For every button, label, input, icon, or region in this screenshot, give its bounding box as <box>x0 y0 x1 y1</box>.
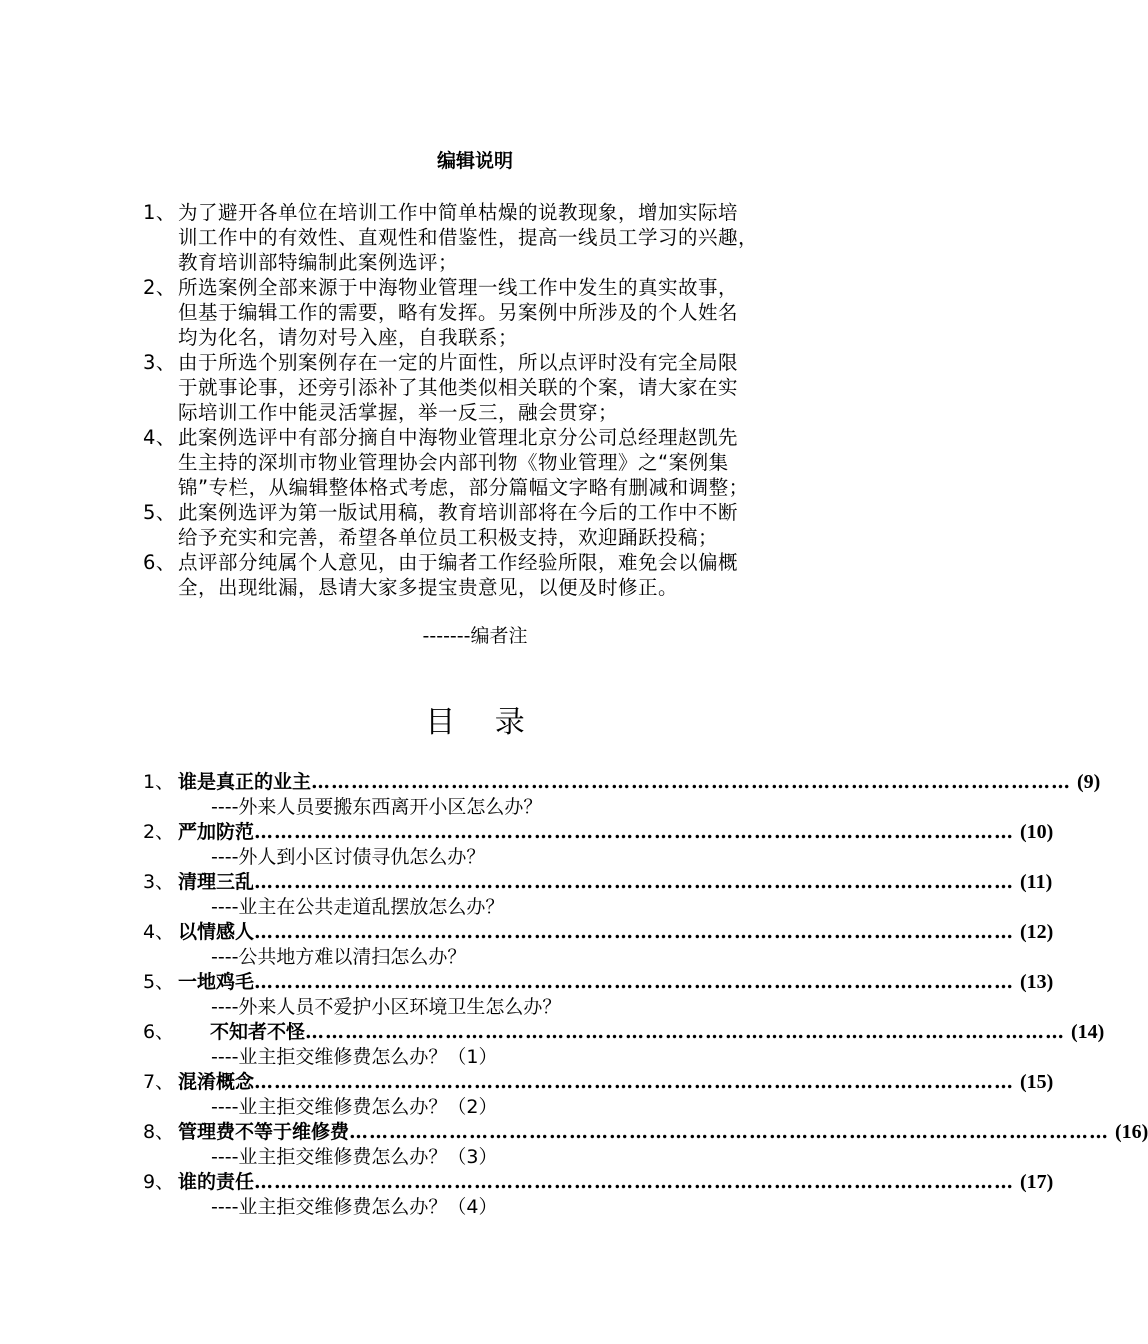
note-number: 5、 <box>143 501 176 524</box>
toc-entry[interactable] <box>143 1170 1054 1195</box>
toc-entry-subtitle: ----业主拒交维修费怎么办？（1） <box>211 1046 498 1068</box>
note-number: 1、 <box>143 201 176 224</box>
note-line: 给予充实和完善，希望各单位员工积极支持，欢迎踊跃投稿； <box>178 526 719 549</box>
toc-entry-page: (15) <box>1020 1071 1054 1093</box>
note-line: 为了避开各单位在培训工作中简单枯燥的说教现象，增加实际培 <box>178 201 739 224</box>
note-number: 6、 <box>143 551 176 574</box>
note-line: 此案例选评为第一版试用稿，教育培训部将在今后的工作中不断 <box>178 501 739 524</box>
note-item <box>143 275 833 350</box>
toc-entry-number: 3、 <box>143 871 175 893</box>
toc-entry-subtitle: ----业主在公共走道乱摆放怎么办？ <box>211 896 505 918</box>
toc-entry-page: (16) <box>1115 1121 1148 1143</box>
toc-entry-page: (12) <box>1020 921 1054 943</box>
toc-leader-dots: …………………………………………………………………………………………………… <box>254 1071 1015 1093</box>
toc-entry-number: 4、 <box>143 921 175 943</box>
toc-entry-title: 管理费不等于维修费 <box>178 1121 350 1143</box>
note-line: 生主持的深圳市物业管理协会内部刊物《物业管理》之“案例集 <box>178 451 729 474</box>
toc-entry[interactable] <box>143 1120 1148 1145</box>
toc-leader-dots: …………………………………………………………………………………………………… <box>254 921 1015 943</box>
toc-leader-dots: …………………………………………………………………………………………………… <box>254 871 1015 893</box>
toc-leader-dots: …………………………………………………………………………………………………… <box>311 771 1072 793</box>
note-line: 教育培训部特编制此案例选评； <box>178 251 459 274</box>
toc-entry-title: 以情感人 <box>178 921 255 943</box>
toc-entry-page: (13) <box>1020 971 1054 993</box>
toc-entry[interactable] <box>143 1070 1054 1095</box>
toc-entry-subtitle: ----外来人员不爱护小区环境卫生怎么办？ <box>211 996 562 1018</box>
toc-entry-subtitle: ----外人到小区讨债寻仇怎么办？ <box>211 846 486 868</box>
note-text <box>178 350 833 425</box>
toc-title: 目 录 <box>425 705 525 740</box>
toc-entry-number: 8、 <box>143 1121 175 1143</box>
note-line: 所选案例全部来源于中海物业管理一线工作中发生的真实故事， <box>178 276 739 299</box>
toc-entry-number: 5、 <box>143 971 175 993</box>
toc-entry-subtitle: ----业主拒交维修费怎么办？（3） <box>211 1146 498 1168</box>
note-line: 由于所选个别案例存在一定的片面性，所以点评时没有完全局限 <box>178 351 739 374</box>
toc-entry-page: (11) <box>1020 871 1053 893</box>
note-line: 于就事论事，还旁引添补了其他类似相关联的个案，请大家在实 <box>178 376 739 399</box>
toc-entry-title: 清理三乱 <box>178 871 255 893</box>
toc-entry[interactable] <box>143 820 1054 845</box>
toc-entry-number: 2、 <box>143 821 175 843</box>
toc-entry-title: 不知者不怪 <box>210 1021 306 1043</box>
toc-entry[interactable] <box>143 1020 1105 1045</box>
note-item <box>143 550 833 600</box>
toc-leader-dots: …………………………………………………………………………………………………… <box>254 971 1015 993</box>
note-item <box>143 425 833 500</box>
editorial-heading: 编辑说明 <box>436 150 513 172</box>
note-line: 锦”专栏，从编辑整体格式考虑，部分篇幅文字略有删减和调整； <box>178 476 749 499</box>
toc-entry[interactable] <box>143 970 1054 995</box>
note-item <box>143 200 833 275</box>
note-text <box>178 275 833 350</box>
note-line: 点评部分纯属个人意见，由于编者工作经验所限，难免会以偏概 <box>178 551 739 574</box>
note-number: 2、 <box>143 276 176 299</box>
note-text <box>178 425 833 500</box>
note-text <box>178 200 833 275</box>
toc-leader-dots: …………………………………………………………………………………………………… <box>254 821 1015 843</box>
toc-entry-title: 谁是真正的业主 <box>178 771 312 793</box>
toc-entry-subtitle: ----业主拒交维修费怎么办？（4） <box>211 1196 498 1218</box>
toc-entry-number: 7、 <box>143 1071 175 1093</box>
toc-entry-title: 一地鸡毛 <box>178 971 255 993</box>
note-line: 全，出现纰漏，恳请大家多提宝贵意见，以便及时修正。 <box>178 576 679 599</box>
toc-entry-title: 严加防范 <box>178 821 255 843</box>
toc-entry-title: 混淆概念 <box>178 1071 255 1093</box>
toc-entry-subtitle: ----公共地方难以清扫怎么办？ <box>211 946 467 968</box>
toc-entry-title: 谁的责任 <box>178 1171 255 1193</box>
toc-entry-page: (17) <box>1020 1171 1054 1193</box>
toc-entry-number: 1、 <box>143 771 175 793</box>
toc-entry[interactable] <box>143 870 1053 895</box>
note-text <box>178 500 833 550</box>
toc-entry-subtitle: ----业主拒交维修费怎么办？（2） <box>211 1096 498 1118</box>
note-number: 3、 <box>143 351 176 374</box>
toc-leader-dots: …………………………………………………………………………………………………… <box>305 1021 1066 1043</box>
note-line: 训工作中的有效性、直观性和借鉴性，提高一线员工学习的兴趣， <box>178 226 759 249</box>
note-line: 均为化名，请勿对号入座，自我联系； <box>178 326 519 349</box>
editorial-notes <box>143 200 833 600</box>
toc-entry-number: 9、 <box>143 1171 175 1193</box>
note-line: 际培训工作中能灵活掌握，举一反三，融会贯穿； <box>178 401 619 424</box>
toc-entry[interactable] <box>143 920 1054 945</box>
note-item <box>143 500 833 550</box>
toc-entry-number: 6、 <box>143 1021 175 1043</box>
note-item <box>143 350 833 425</box>
toc-entry-page: (10) <box>1020 821 1054 843</box>
toc-entry-page: (14) <box>1071 1021 1105 1043</box>
editor-signoff: -------编者注 <box>422 625 528 647</box>
note-line: 此案例选评中有部分摘自中海物业管理北京分公司总经理赵凯先 <box>178 426 739 449</box>
table-of-contents <box>143 770 1148 1220</box>
note-text <box>178 550 833 600</box>
toc-entry[interactable] <box>143 770 1101 795</box>
toc-leader-dots: …………………………………………………………………………………………………… <box>349 1121 1110 1143</box>
toc-entry-page: (9) <box>1077 771 1101 793</box>
toc-leader-dots: …………………………………………………………………………………………………… <box>254 1171 1015 1193</box>
note-number: 4、 <box>143 426 176 449</box>
toc-entry-subtitle: ----外来人员要搬东西离开小区怎么办？ <box>211 796 543 818</box>
note-line: 但基于编辑工作的需要，略有发挥。另案例中所涉及的个人姓名 <box>178 301 739 324</box>
